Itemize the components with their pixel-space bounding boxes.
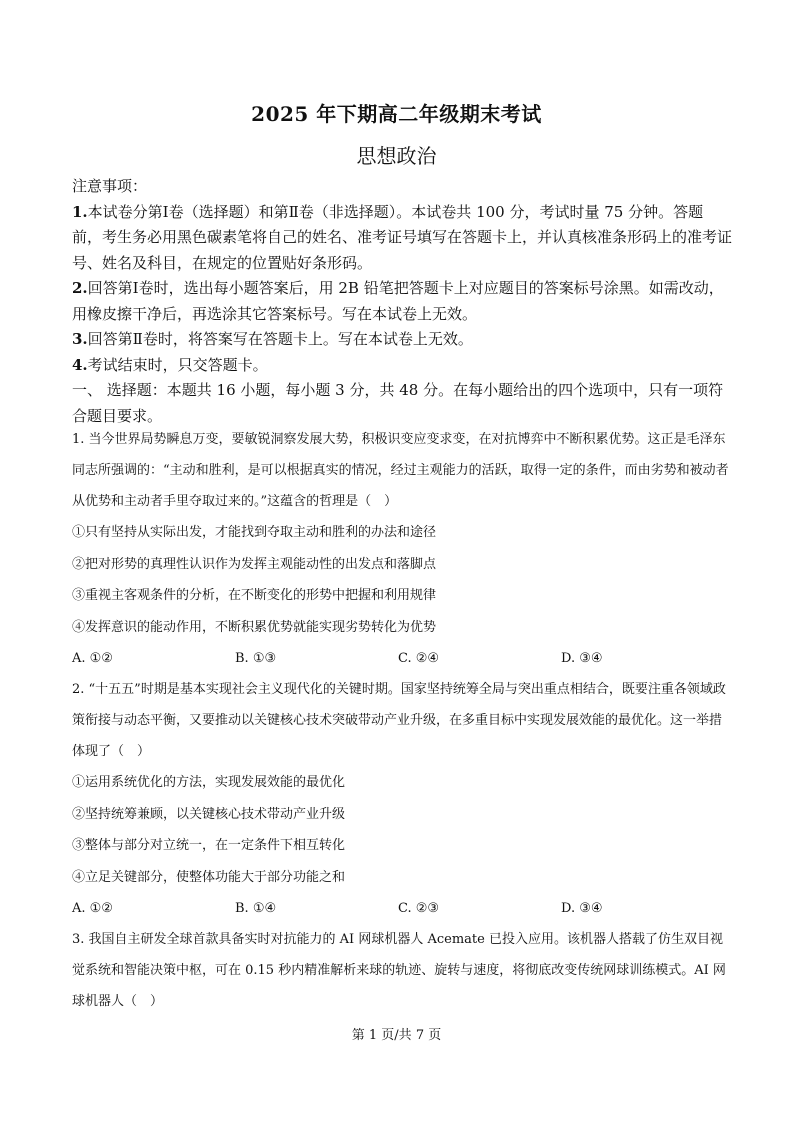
question-stem: 1. 当今世界局势瞬息万变，要敏锐洞察发展大势，积极识变应变求变，在对抗博弈中不断积累优势。这正是毛泽东同志所强调的：“主动和胜利，是可以根据真实的情况，经过主观能力的活跃，取得一定的条件，而由劣势和被动者从优势和主动者手里夺取过来的。”这蕴含的哲理是（ ） (72, 432, 729, 509)
note-item-2 (72, 276, 732, 327)
answer-choices (72, 893, 732, 924)
question-1 (72, 424, 732, 674)
note-text: 回答第Ⅱ卷时，将答案写在答题卡上。写在本试卷上无效。 (87, 330, 473, 348)
choice-b: B. ①③ (235, 651, 277, 666)
question-option: ①只有坚持从实际出发，才能找到夺取主动和胜利的办法和途径 (72, 525, 437, 540)
question-option: ④立足关键部分，使整体功能大于部分功能之和 (72, 869, 346, 885)
choice-c: C. ②④ (398, 651, 440, 666)
note-number: 3. (72, 330, 88, 348)
note-number: 4. (72, 355, 88, 374)
note-number: 2. (72, 279, 88, 297)
note-text: 回答第Ⅰ卷时，选出每小题答案后，用 2B 铅笔把答题卡上对应题目的答案标号涂黑。如需改动，用橡皮擦干净后，再选涂其它答案标号。写在本试卷上无效。 (72, 279, 724, 323)
question-3 (72, 924, 732, 1017)
question-option: ③重视主客观条件的分析，在不断变化的形势中把握和利用规律 (72, 588, 437, 603)
note-text: 考试结束时，只交答题卡。 (87, 355, 268, 374)
answer-choices (72, 643, 732, 674)
question-option: ①运用系统优化的方法，实现发展效能的最优化 (72, 775, 346, 790)
exam-title: 2025 年下期高二年级期末考试 (251, 102, 542, 126)
page-footer: 第 1 页/共 7 页 (351, 1028, 442, 1043)
exam-subject: 思想政治 (356, 144, 437, 168)
question-stem: 2. “十五五”时期是基本实现社会主义现代化的关键时期。国家坚持统筹全局与突出重点相结合，既要注重各领域政策衔接与动态平衡，又要推动以关键核心技术突破带动产业升级，在多重目标中实现发展效能的最优化。这一举措体现了（ ） (72, 682, 726, 759)
note-item-4 (72, 353, 732, 379)
choice-d: D. ③④ (561, 651, 603, 666)
question-option: ③整体与部分对立统一，在一定条件下相互转化 (72, 838, 346, 853)
question-option: ②坚持统筹兼顾，以关键核心技术带动产业升级 (72, 806, 346, 822)
choice-c: C. ②③ (398, 901, 440, 916)
question-stem: 3. 我国自主研发全球首款具备实时对抗能力的 AI 网球机器人 Acemate 已投入应用。该机器人搭载了仿生双目视觉系统和智能决策中枢，可在 0.15 秒内精准解析来球的轨迹、旋转与速度，将彻底改变传统网球训练模式。AI 网球机器人（ ） (72, 932, 726, 1009)
questions-section (72, 424, 732, 1017)
question-2 (72, 674, 732, 924)
choice-d: D. ③④ (561, 901, 603, 916)
choice-b: B. ①④ (235, 901, 277, 916)
question-option: ②把对形势的真理性认识作为发挥主观能动性的出发点和落脚点 (72, 556, 437, 572)
question-option: ④发挥意识的能动作用，不断积累优势就能实现劣势转化为优势 (72, 619, 437, 635)
note-text: 本试卷分第Ⅰ卷（选择题）和第Ⅱ卷（非选择题）。本试卷共 100 分，考试时量 75 分钟。答题前，考生务必用黑色碳素笔将自己的姓名、准考证号填写在答题卡上，并认真核准条形码上的准考证号、姓名及科目，在规定的位置贴好条形码。 (72, 202, 733, 272)
choice-a: A. ①② (72, 901, 113, 916)
note-item-1 (72, 200, 732, 277)
section-heading: 一、 选择题：本题共 16 小题，每小题 3 分，共 48 分。在每小题给出的四个选项中，只有一项符合题目要求。 (72, 381, 724, 425)
note-item-3 (72, 327, 732, 353)
notes-section (72, 174, 732, 429)
note-number: 1. (72, 202, 88, 221)
choice-a: A. ①② (72, 651, 113, 666)
notes-heading: 注意事项： (72, 177, 148, 195)
